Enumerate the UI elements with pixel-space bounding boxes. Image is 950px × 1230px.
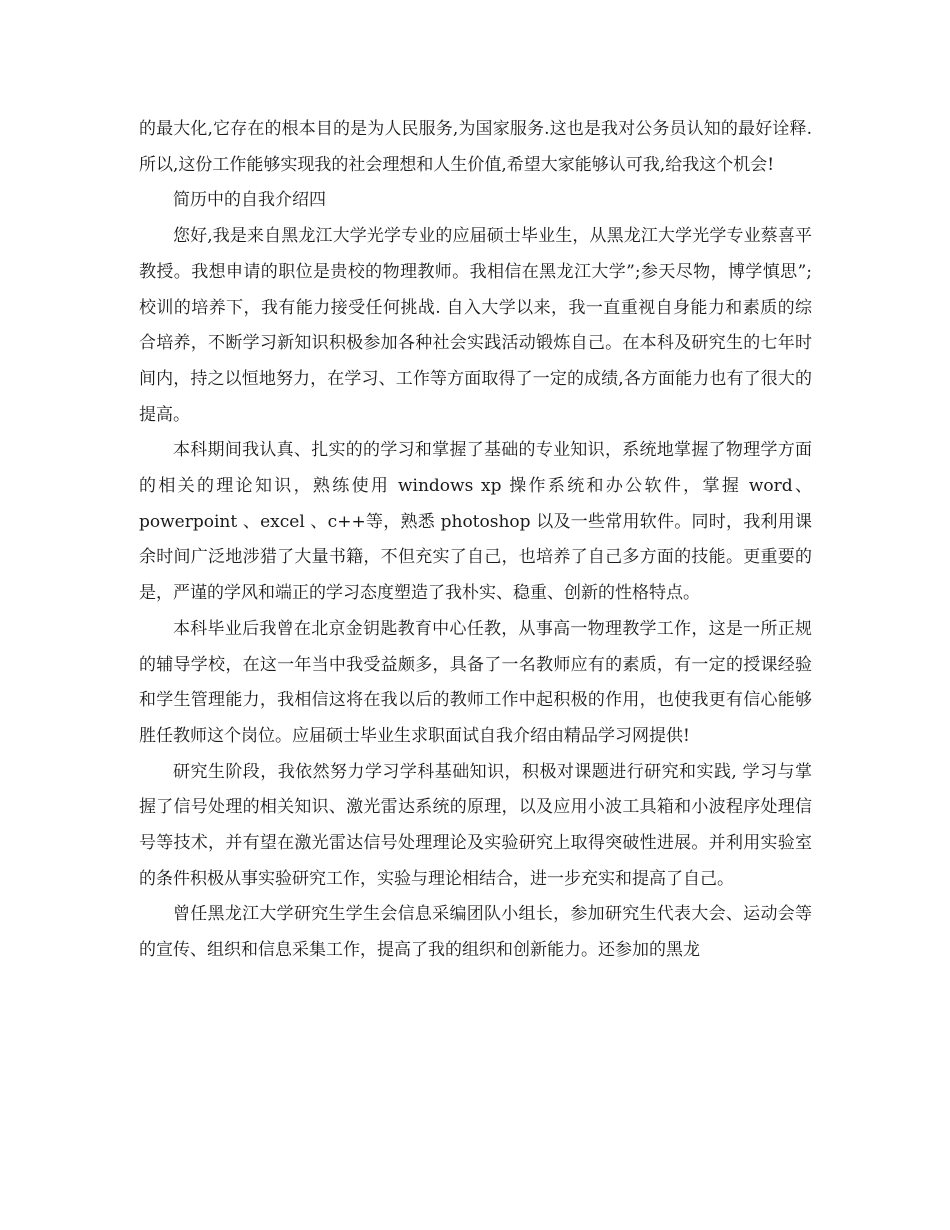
section-heading: 简历中的自我介绍四 <box>173 190 326 211</box>
document-body <box>139 112 812 969</box>
paragraph-student-union: 曾任黑龙江大学研究生学生会信息采编团队小组长，参加研究生代表大会、运动会等的宣传、组织和信息采集工作，提高了我的组织和创新能力。还参加的黑龙 <box>139 904 812 961</box>
paragraph-teaching-experience: 本科毕业后我曾在北京金钥匙教育中心任教，从事高一物理教学工作，这是一所正规的辅导学校，在这一年当中我受益颇多，具备了一名教师应有的素质，有一定的授课经验和学生管理能力，我相信这将在我以后的教师工作中起积极的作用，也使我更有信心能够胜任教师这个岗位。应届硕士毕业生求职面试自我介绍由精品学习网提供! <box>139 618 812 746</box>
paragraph-graduate-study: 研究生阶段，我依然努力学习学科基础知识，积极对课题进行研究和实践, 学习与掌握了信号处理的相关知识、激光雷达系统的原理，以及应用小波工具箱和小波程序处理信号等技术，并有望在激光雷达信号处理理论及实验研究上取得突破性进展。并利用实验室的条件积极从事实验研究工作，实验与理论相结合，进一步充实和提高了自己。 <box>139 761 812 889</box>
paragraph-continued: 的最大化,它存在的根本目的是为人民服务,为国家服务.这也是我对公务员认知的最好诠释.所以,这份工作能够实现我的社会理想和人生价值,希望大家能够认可我,给我这个机会! <box>139 119 812 175</box>
paragraph-undergraduate: 本科期间我认真、扎实的的学习和掌握了基础的专业知识，系统地掌握了物理学方面的相关的理论知识，熟练使用 windows xp 操作系统和办公软件，掌握 word、powerpoint 、excel 、c++等，熟悉 photoshop 以及一些常用软件。同时，我利用课余时间广泛地涉猎了大量书籍，不但充实了自己，也培养了自己多方面的技能。更重要的是，严谨的学风和端正的学习态度塑造了我朴实、稳重、创新的性格特点。 <box>139 440 812 604</box>
paragraph-introduction: 您好,我是来自黑龙江大学光学专业的应届硕士毕业生，从黑龙江大学光学专业蔡喜平教授。我想申请的职位是贵校的物理教师。我相信在黑龙江大学”;参天尽物，博学慎思”;校训的培养下，我有能力接受任何挑战. 自入大学以来，我一直重视自身能力和素质的综合培养，不断学习新知识积极参加各种社会实践活动锻炼自己。在本科及研究生的七年时间内，持之以恒地努力，在学习、工作等方面取得了一定的成绩,各方面能力也有了很大的提高。 <box>139 226 812 425</box>
